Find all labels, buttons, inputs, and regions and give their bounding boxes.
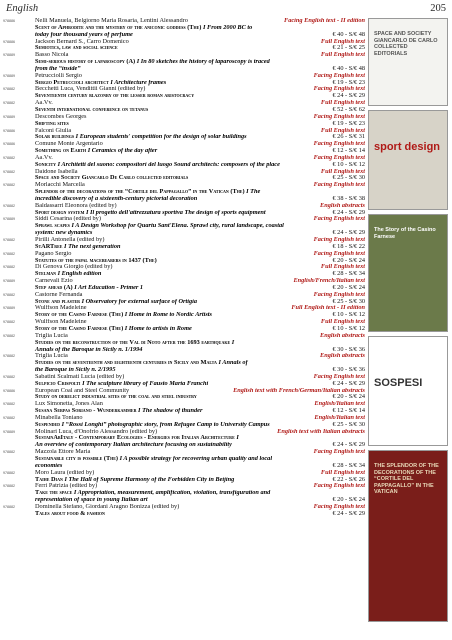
isbn-prefix: 978882 — [3, 238, 15, 242]
entry-title-text: Shifting sites — [35, 120, 69, 127]
entry-title-text: Sprawl scapes — [35, 223, 70, 230]
isbn-prefix: 978882 — [3, 374, 15, 379]
entry-price: € 20 - S/€ 24 — [332, 497, 365, 504]
entry-subtitle: I European students' competition for the design of solar buildings — [75, 134, 247, 141]
entry-price: € 24 - S/€ 29 — [332, 209, 365, 216]
entry-subtitle: I A possible strategy for recovering urban quality and local — [119, 456, 273, 462]
language-tag: English/Italian text — [314, 401, 365, 408]
language-tag: Full English text — [320, 100, 365, 107]
entry-author: Morlacchi Marcella — [35, 182, 85, 189]
catalog-entry — [3, 155, 365, 169]
language-tag: Facing English text — [313, 250, 365, 257]
isbn-prefix: 978889 — [3, 73, 15, 78]
entry-title — [35, 511, 325, 518]
isbn-prefix: 978882 — [3, 87, 15, 92]
entry-price: € 20 - S/€ 24 — [332, 394, 365, 401]
entry-title-text: Story of the Casino Farnese (The) — [35, 312, 124, 319]
entry-subtitle: I The — [246, 189, 261, 196]
entry-title — [35, 80, 325, 87]
entry-price: € 22 - S/€ 26 — [332, 476, 365, 483]
entry-subtitle: I Il progetto dell'attrezzatura sportiva The design of sports equipment — [86, 209, 266, 216]
language-tag: Full English text - II edition — [291, 305, 365, 312]
entry-title-continued: economies — [35, 462, 63, 469]
isbn-prefix: 978882 — [3, 203, 15, 208]
catalog-entry — [3, 292, 365, 306]
entry-title — [35, 59, 325, 66]
isbn-prefix: 978882 — [3, 292, 15, 297]
book-cover — [368, 18, 448, 106]
language-tag: Facing English text — [313, 113, 365, 120]
language-tag: Full English text — [320, 469, 365, 476]
isbn-prefix: 978889 — [3, 217, 15, 222]
entry-subtitle: I Architetti del suono: compositori del luogo Sound architects: composers of the place — [57, 161, 280, 168]
entry-price: € 28 - S/€ 34 — [332, 462, 365, 469]
entry-title-text: Studies on the reconstruction of the Val di Noto after the 1693 earthquake — [35, 339, 231, 346]
entry-title-text: Semi-serious history of laparoscopy (A) — [35, 59, 136, 66]
isbn-prefix: 978886 — [3, 388, 15, 393]
language-tag: Full English text — [320, 127, 365, 134]
entry-title — [35, 408, 325, 415]
cover-title: sport design — [374, 141, 441, 153]
entry-author: Nelli Manuela, Belgiorno Maria Rosaria, Lentini Alessandro — [35, 18, 188, 24]
cover-title: The Story of the Casino Farnese — [374, 227, 436, 240]
entry-title-text: StARTree — [35, 243, 63, 250]
isbn-prefix: 978889 — [3, 279, 15, 284]
entry-price: € 19 - S/€ 23 — [332, 79, 365, 86]
entry-author: Molinari Luca, d'Onofrio Alessandro (edited by) — [35, 428, 158, 435]
catalog-entry — [3, 278, 365, 292]
entry-title-text: SustainAbItaly - Contemporary Ecologies - Energies for Italian Architecture — [35, 435, 235, 442]
isbn-prefix: 978889 — [3, 114, 15, 119]
isbn-prefix: 978886 — [3, 128, 15, 133]
entry-title-text: Studies on the seventeenth and eighteenth centuries in Sicily and Malta — [35, 360, 217, 367]
entry-author: Falconi Giulia — [35, 127, 72, 134]
entry-title — [35, 360, 325, 367]
entry-title — [35, 175, 325, 182]
entry-author: Aa.Vv. — [35, 154, 53, 161]
entry-price: € 28 - S/€ 34 — [332, 271, 365, 278]
entry-title — [35, 326, 325, 333]
catalog-entry — [3, 429, 365, 450]
entry-author: Ferri Patrizia (edited by) — [35, 483, 98, 490]
entry-title — [35, 381, 325, 388]
entry-title-text: Sergio Petruccioli architect — [35, 79, 109, 86]
entry-title — [35, 45, 325, 52]
entry-title-text: Sonicity — [35, 161, 57, 168]
entry-author: Petrucciolli Sergio — [35, 72, 82, 79]
entry-author: Sabatini Scalmati Lucia (edited by) — [35, 373, 125, 380]
isbn-prefix: 978882 — [3, 415, 15, 420]
entry-author: Siddi Cesarina (edited by) — [35, 216, 101, 223]
catalog-entry — [3, 305, 365, 319]
entry-author: Pagano Sergio — [35, 250, 72, 257]
isbn-prefix: 978886 — [3, 19, 15, 23]
entry-title — [35, 244, 325, 251]
catalog-entry — [3, 141, 365, 155]
entry-author: Pirilli Antonella (edited by) — [35, 237, 105, 243]
isbn-prefix: 978886 — [3, 39, 15, 44]
entry-title-text: Seventeenth century blazonry of the lesser roman aristocracy — [35, 93, 195, 100]
entry-subtitle: I Home to artists in Rome — [124, 325, 192, 332]
cover-title: THE SPLENDOR OF THE DECORATIONS OF THE “CORTILE DEL PAPPAGALLO” IN THE VATICAN — [374, 463, 439, 496]
language-tag: Facing English text — [313, 72, 365, 79]
entry-subtitle: I The shadow of thunder — [138, 408, 203, 415]
entry-subtitle: I — [231, 339, 235, 346]
entry-price: € 10 - S/€ 12 — [332, 325, 365, 332]
entry-subtitle: I The next generation — [64, 243, 121, 250]
entry-title-continued: today four thousand years of perfume — [35, 31, 133, 38]
entry-title-text: Susana Serpas Soriano - Wunderkammer — [35, 408, 137, 415]
language-tag: Full English text — [320, 319, 365, 326]
isbn-prefix: 978882 — [3, 484, 15, 489]
entry-title — [35, 189, 325, 196]
language-tag: Facing English text — [313, 373, 365, 380]
entry-title-continued: system: new dynamics — [35, 230, 93, 237]
entry-title — [35, 394, 325, 401]
entry-title-text: Seventh international conference on tetanus — [35, 106, 149, 113]
entry-price: € 30 - S/€ 36 — [332, 346, 365, 353]
entry-title-continued: incredible discovery of a sixteenth-century pictorial decoration — [35, 195, 198, 202]
entry-title — [35, 223, 325, 230]
language-tag: Full English text — [320, 38, 365, 45]
catalog-entry — [3, 251, 365, 265]
catalog-entry — [3, 100, 365, 114]
catalog-entry — [3, 415, 365, 429]
entry-author: Comune Monte Argentario — [35, 141, 103, 148]
language-tag: Facing English text — [313, 449, 365, 456]
catalog-entry — [3, 374, 365, 388]
entry-subtitle: I — [236, 435, 239, 442]
isbn-prefix: 978886 — [3, 142, 15, 147]
entry-title — [35, 25, 325, 32]
page-header — [6, 3, 446, 17]
language-tag: Facing English text — [313, 483, 365, 490]
entry-title — [35, 490, 325, 497]
entry-title-continued: from the “inside” — [35, 65, 81, 72]
isbn-prefix: 978882 — [3, 333, 15, 338]
entry-title — [35, 422, 325, 429]
entry-subtitle: I Annals of — [218, 360, 248, 367]
isbn-prefix: 978882 — [3, 101, 15, 106]
book-cover — [368, 450, 448, 622]
entry-title — [35, 93, 325, 100]
entry-title — [35, 107, 325, 114]
isbn-prefix: 978889 — [3, 306, 15, 311]
catalog-entry — [3, 18, 365, 39]
catalog-entry — [3, 483, 365, 504]
entry-title-text: Sulpicio Crispolti — [35, 380, 81, 387]
entry-price: € 40 - S/€ 48 — [332, 31, 365, 38]
language-tag: English text with Italian abstracts — [277, 428, 365, 435]
language-tag: Facing English text - II edition — [284, 18, 365, 24]
entry-title — [35, 148, 325, 155]
entry-price: € 24 - S/€ 29 — [332, 230, 365, 237]
entry-price: € 20 - S/€ 24 — [332, 284, 365, 291]
entry-price: € 12 - S/€ 14 — [332, 148, 365, 155]
entry-author: European Coal and Steel Community — [35, 387, 130, 394]
catalog-entry — [3, 237, 365, 251]
entry-title-text: Scent of Aphrodite and the mystery of the aniconic goddess (The) — [35, 24, 202, 31]
entry-title-text: Semiotics, law and social science — [35, 45, 118, 52]
entry-price: € 25 - S/€ 30 — [332, 298, 365, 305]
language-tag: Facing English text — [313, 182, 365, 189]
isbn-prefix: 978882 — [3, 265, 15, 270]
entry-title — [35, 299, 325, 306]
book-cover — [368, 110, 448, 210]
entry-title-text: Something on Earth — [35, 148, 87, 155]
isbn-prefix: 978882 — [3, 402, 15, 407]
language-tag: Facing English text — [313, 216, 365, 223]
entry-subtitle: I Ceramics of the day after — [87, 148, 158, 155]
cover-title: SOSPESI — [374, 377, 423, 389]
entry-title-text: Sustainable city is possible (The) — [35, 456, 119, 462]
catalog-entry — [3, 86, 365, 100]
catalog-list — [3, 18, 365, 518]
entry-title — [35, 162, 325, 169]
entry-subtitle: I “Rossi Longhi” photographic story, from Refugee Camp to University Campus — [61, 421, 270, 428]
entry-price: € 24 - S/€ 29 — [332, 380, 365, 387]
entry-title-continued: Annals of the Baroque in Sicily n. 1/1994 — [35, 346, 143, 353]
catalog-entry — [3, 449, 365, 470]
language-tag: Full English text — [320, 52, 365, 59]
catalog-entry — [3, 114, 365, 128]
entry-author: Aa.Vv. — [35, 100, 53, 107]
language-tag: Facing English text — [313, 503, 365, 510]
entry-author: Daidone Isabella — [35, 168, 78, 175]
entry-author: Baldassarri Eleonora (edited by) — [35, 202, 117, 209]
catalog-entry — [3, 203, 365, 217]
entry-subtitle: I A Design Workshop for Quartu Sant'Elena. Sprawl city, rural landscape, coastal — [71, 223, 284, 230]
isbn-prefix: 978882 — [3, 450, 15, 455]
entry-subtitle: I Appropriation, measurement, amplification, violation, transfiguration and — [73, 490, 271, 497]
language-tag: Facing English text — [313, 141, 365, 148]
entry-title — [35, 435, 325, 442]
language-tag: Full English text — [320, 264, 365, 271]
entry-price: € 10 - S/€ 12 — [332, 312, 365, 319]
catalog-entry — [3, 169, 365, 183]
catalog-entry — [3, 264, 365, 278]
entry-subtitle: I The sculpture library of Fausto Maria Franchi — [82, 380, 209, 387]
catalog-entry — [3, 216, 365, 237]
entry-price: € 24 - S/€ 29 — [332, 93, 365, 100]
language-tag: Facing English text — [313, 291, 365, 298]
isbn-prefix: 978882 — [3, 470, 15, 475]
isbn-prefix: 978882 — [3, 169, 15, 174]
entry-title-text: Stone and plaster — [35, 298, 81, 305]
entry-title-text: Splendor of the decorations of the “Cortile del Pappagallo” in the Vatican (The) — [35, 189, 245, 196]
language-tag: English abstracts — [320, 353, 365, 360]
entry-title-text: Statutes of the papal macebearers in 1437 (The) — [35, 257, 157, 264]
entry-author: Di Genova Giorgio (edited by) — [35, 264, 113, 271]
catalog-entry — [3, 73, 365, 87]
entry-title — [35, 210, 325, 217]
isbn-prefix: 978882 — [3, 155, 15, 160]
entry-author: Descombes Georges — [35, 113, 87, 120]
catalog-entry — [3, 353, 365, 374]
entry-author: Castorne Fernanda — [35, 291, 83, 298]
entry-subtitle: I Home in Rome to Nordic Artists — [124, 312, 212, 319]
entry-price: € 24 - S/€ 29 — [332, 510, 365, 517]
entry-title-continued: the Baroque in Sicily n. 2/1995 — [35, 367, 116, 374]
entry-subtitle: I Architecture frames — [110, 79, 167, 86]
entry-title-text: Stelman — [35, 271, 57, 278]
entry-author: Wulffson Madeleine — [35, 319, 87, 326]
entry-title-continued: representation of space in young Italian art — [35, 497, 148, 504]
entry-subtitle: I In 80 sketches the history of laparoscopy is traced — [136, 59, 270, 66]
entry-price: € 26 - S/€ 31 — [332, 134, 365, 141]
entry-title-text: Suspended — [35, 421, 61, 428]
entry-price: € 52 - S/€ 62 — [332, 106, 365, 113]
entry-title — [35, 456, 325, 463]
entry-title-text: Step ahead (A) — [35, 284, 73, 291]
cover-title: SPACE AND SOCIETY GIANCARLO DE CARLO COLLECTED EDITORIALS — [374, 31, 438, 57]
entry-author: Becchetti Luca, Vendittii Gianni (edited by) — [35, 86, 146, 93]
language-tag: Full English text — [320, 168, 365, 175]
language-tag: English/French/Italian text — [293, 278, 365, 285]
entry-author: Basso Nicola — [35, 52, 69, 59]
isbn-prefix: 978882 — [3, 251, 15, 256]
entry-title-text: Solar buildings — [35, 134, 75, 141]
language-tag: Facing English text — [313, 154, 365, 161]
book-cover — [368, 336, 448, 446]
isbn-prefix: 978889 — [3, 53, 15, 58]
entry-subtitle: I Art Education - Primer 1 — [74, 284, 144, 291]
entry-price: € 19 - S/€ 23 — [332, 120, 365, 127]
language-tag: English text with French/German/Italian abstracts — [233, 387, 365, 394]
catalog-entry — [3, 504, 365, 518]
entry-author: Moro Laura (edited by) — [35, 469, 95, 476]
entry-price: € 18 - S/€ 22 — [332, 243, 365, 250]
entry-title-text: Tales about food & fashion — [35, 510, 105, 517]
entry-author: Lux Simonetta, Jones Alan — [35, 401, 103, 408]
entry-title-continued: An overview of contemporary Italian architecture focusing on sustainability — [35, 442, 232, 449]
catalog-entry — [3, 182, 365, 203]
catalog-entry — [3, 128, 365, 142]
entry-title-text: Study on derelict industrial sites of the coal and steel industry — [35, 394, 197, 401]
entry-author: Wulffson Madeleine — [35, 305, 87, 312]
entry-price: € 25 - S/€ 30 — [332, 421, 365, 428]
entry-price: € 12 - S/€ 14 — [332, 408, 365, 415]
book-cover — [368, 214, 448, 332]
entry-title — [35, 477, 325, 484]
entry-title — [35, 312, 325, 319]
entry-title-text: Story of the Casino Farnese (The) — [35, 325, 124, 332]
entry-title — [35, 258, 325, 265]
entry-title — [35, 285, 325, 292]
entry-price: € 24 - S/€ 29 — [332, 442, 365, 449]
entry-title-text: Taihe Dian — [35, 476, 63, 483]
language-tag: Facing English text — [313, 86, 365, 93]
catalog-entry — [3, 39, 365, 53]
catalog-entry — [3, 333, 365, 354]
entry-title-text: Space and Society Giancarlo De Carlo collected editorials — [35, 175, 189, 182]
entry-price: € 20 - S/€ 24 — [332, 257, 365, 264]
entry-author: Minabella Toniano — [35, 414, 83, 421]
language-tag: Facing English text — [313, 237, 365, 243]
catalog-entry — [3, 319, 365, 333]
entry-price: € 40 - S/€ 48 — [332, 65, 365, 72]
entry-author: Triglia Lucia — [35, 332, 68, 339]
entry-title — [35, 134, 325, 141]
isbn-prefix: 978882 — [3, 183, 15, 188]
language-tag: English abstracts — [320, 332, 365, 339]
entry-subtitle: I From 2000 BC to — [202, 24, 253, 31]
entry-price: € 25 - S/€ 30 — [332, 175, 365, 182]
catalog-entry — [3, 388, 365, 402]
entry-author: Jackson Bernard S., Carro Domenico — [35, 38, 129, 45]
entry-title-text: Take the space — [35, 490, 73, 497]
language-tag: English abstracts — [320, 202, 365, 209]
entry-subtitle: I The Hall of Supreme Harmony of the Forbidden City in Beijing — [64, 476, 235, 483]
catalog-entry — [3, 52, 365, 73]
language-tag: English/Italian text — [314, 414, 365, 421]
entry-title-text: Sport design system — [35, 209, 85, 216]
entry-author: Dominella Stefano, Giordani Aragno Bonizza (edited by) — [35, 503, 180, 510]
page-number: 205 — [430, 3, 446, 14]
entry-title — [35, 121, 325, 128]
entry-price: € 30 - S/€ 36 — [332, 367, 365, 374]
entry-price: € 10 - S/€ 12 — [332, 161, 365, 168]
entry-price: € 21 - S/€ 25 — [332, 45, 365, 52]
entry-title — [35, 340, 325, 347]
entry-price: € 38 - S/€ 38 — [332, 195, 365, 202]
isbn-prefix: 978882 — [3, 504, 15, 509]
isbn-prefix: 978882 — [3, 354, 15, 359]
isbn-prefix: 978889 — [3, 429, 15, 434]
section-title: English — [6, 3, 39, 14]
entry-author: Mazzola Ettore Maria — [35, 449, 91, 456]
entry-author: Carnevali Ezio — [35, 278, 73, 285]
entry-subtitle: I English edition — [57, 271, 102, 278]
entry-subtitle: I Observatory for external surface of Ortigia — [81, 298, 198, 305]
catalog-entry — [3, 401, 365, 415]
isbn-prefix: 978882 — [3, 320, 15, 325]
catalog-entry — [3, 470, 365, 484]
entry-title — [35, 271, 325, 278]
entry-author: Triglia Lucia — [35, 353, 68, 360]
